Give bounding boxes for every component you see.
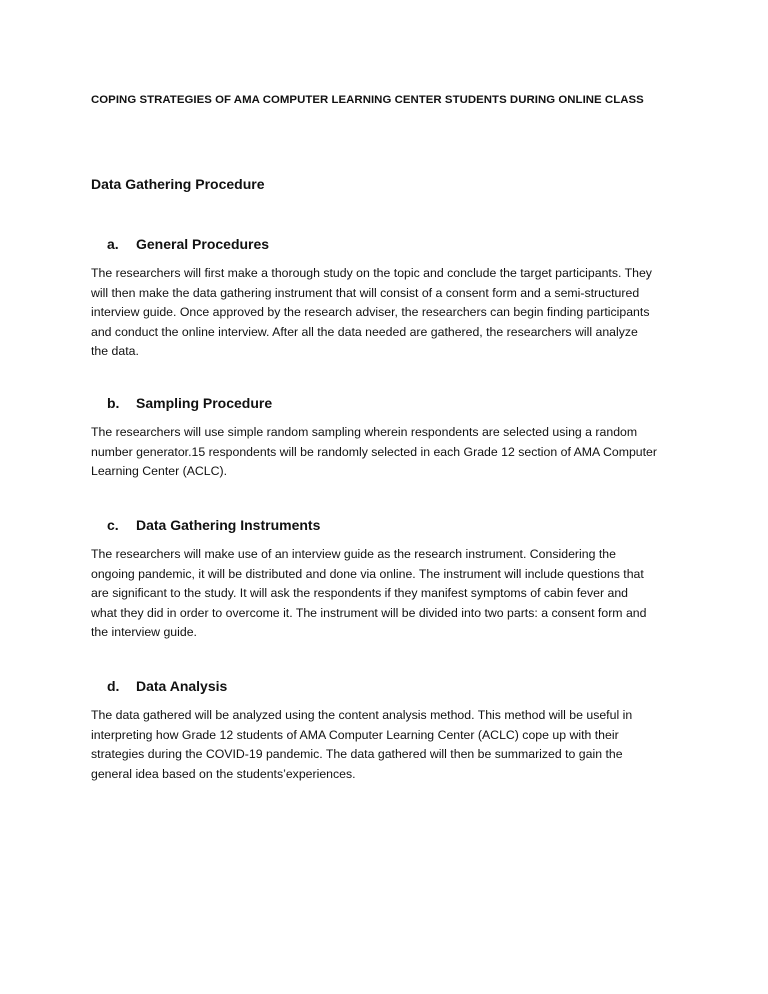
paragraph-line: interview guide. Once approved by the research adviser, the researchers can begin finding participants (91, 305, 650, 320)
subsection-title: Data Analysis (136, 678, 228, 694)
paragraph-line: and conduct the online interview. After all the data needed are gathered, the researchers will analyze (91, 324, 638, 339)
paragraph-line: ongoing pandemic, it will be distributed and done via online. The instrument will include questions that (91, 566, 644, 581)
subsection-title: General Procedures (136, 236, 270, 252)
document-title: COPING STRATEGIES OF AMA COMPUTER LEARNING CENTER STUDENTS DURING ONLINE CLASS (91, 94, 644, 106)
subsection-heading-data-gathering-instruments (107, 517, 320, 533)
paragraph-line: The researchers will make use of an interview guide as the research instrument. Considering the (91, 547, 616, 561)
section-heading: Data Gathering Procedure (91, 176, 265, 192)
paragraph-line: will then make the data gathering instrument that will consist of a consent form and a semi-structured (91, 285, 640, 300)
subsection-heading-general-procedures (107, 236, 269, 252)
paragraph-data-gathering-instruments (91, 545, 691, 643)
subsection-title: Data Gathering Instruments (136, 517, 321, 533)
paragraph-line: what they did in order to overcome it. The instrument will be divided into two parts: a consent form and (91, 605, 647, 620)
list-marker: a. (107, 236, 119, 252)
paragraph-line: interpreting how Grade 12 students of AMA Computer Learning Center (ACLC) cope up with their (91, 727, 619, 742)
paragraph-general-procedures (91, 264, 691, 362)
paragraph-line: The researchers will use simple random sampling wherein respondents are selected using a random (91, 425, 638, 439)
paragraph-data-analysis (91, 706, 691, 784)
paragraph-line: Learning Center (ACLC). (91, 464, 228, 479)
list-marker: c. (107, 517, 119, 533)
paragraph-line: The data gathered will be analyzed using the content analysis method. This method will be useful in (91, 708, 633, 722)
subsection-heading-data-analysis (107, 678, 227, 694)
paragraph-line: The researchers will first make a thorough study on the topic and conclude the target participants. They (91, 266, 652, 280)
paragraph-line: strategies during the COVID-19 pandemic. The data gathered will then be summarized to gain the (91, 747, 623, 762)
paragraph-sampling-procedure (91, 423, 691, 482)
list-marker: b. (107, 395, 120, 411)
paragraph-line: number generator.15 respondents will be randomly selected in each Grade 12 section of AMA Computer (91, 444, 657, 459)
paragraph-line: general idea based on the students’experiences. (91, 766, 356, 781)
subsection-title: Sampling Procedure (136, 395, 273, 411)
list-marker: d. (107, 678, 120, 694)
paragraph-line: the interview guide. (91, 625, 197, 640)
subsection-heading-sampling-procedure (107, 395, 272, 411)
paragraph-line: are significant to the study. It will ask the respondents if they manifest symptoms of cabin fever and (91, 586, 628, 601)
paragraph-line: the data. (91, 344, 139, 359)
